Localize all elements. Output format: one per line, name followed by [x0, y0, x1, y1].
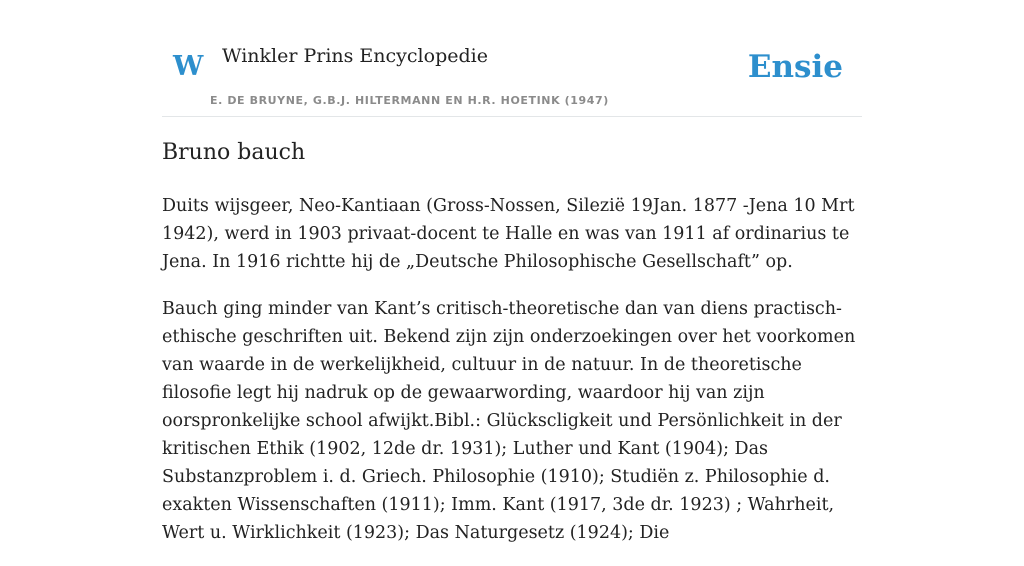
source-title[interactable]: Winkler Prins Encyclopedie [222, 45, 488, 67]
source-header [162, 36, 862, 117]
brand-logo[interactable]: Ensie [747, 49, 843, 85]
article-paragraph: Bauch ging minder van Kant’s critisch-theoretische dan van diens practisch-ethische geschriften uit. Bekend zijn zijn onderzoekingen over het voorkomen van waarde in de werkelijkheid, cultuur in de natuur. In de theoretische filosofie legt hij nadruk op de gewaarwording, waardoor hij van zijn oorspronkelijke school afwijkt.Bibl.: Glückscligkeit und Persönlichkeit in der kritischen Ethik (1902, 12de dr. 1931); Luther und Kant (1904); Das Substanzproblem i. d. Griech. Philosophie (1910); Studiën z. Philosophie d. exakten Wissenschaften (1911); Imm. Kant (1917, 3de dr. 1923) ; Wahrheit, Wert u. Wirklichkeit (1923); Das Naturgesetz (1924); Die [162, 299, 856, 543]
source-authors: E. DE BRUYNE, G.B.J. HILTERMANN EN H.R. HOETINK (1947) [210, 94, 609, 107]
article-paragraph: Duits wijsgeer, Neo-Kantiaan (Gross-Nossen, Silezië 19Jan. 1877 -Jena 10 Mrt 1942), werd in 1903 privaat-docent te Halle en was van 1911 af ordinarius te Jena. In 1916 richtte hij de „Deutsche Philosophische Gesellschaft” op. [162, 196, 855, 272]
article-body [162, 192, 864, 566]
source-logo[interactable]: W [173, 51, 204, 82]
article-title: Bruno bauch [162, 140, 306, 165]
